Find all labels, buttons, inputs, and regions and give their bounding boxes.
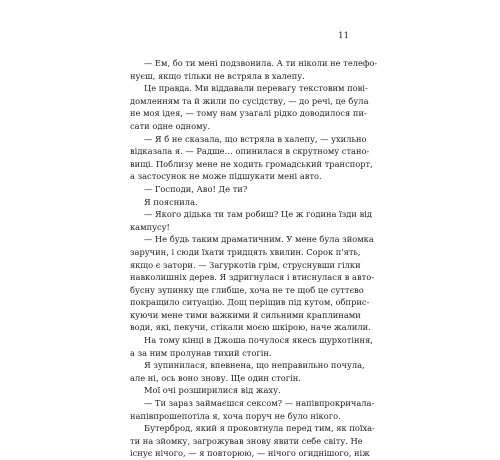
text-line: кампусу!: [130, 221, 170, 232]
text-line: Я зупинилася, впевнена, що неправильно почула,: [144, 360, 365, 371]
text-line: — Я б не сказала, що встряла в халепу, — ухильно: [144, 133, 367, 144]
text-line: Я пояснила.: [144, 196, 198, 207]
text-line: а за ним пролунав тихий стогін.: [130, 347, 272, 358]
text-line: Мої очі розширилися від жаху.: [144, 385, 281, 396]
text-line: Бутерброд, який я проковтнула перед тим, як поїха-: [144, 423, 375, 434]
text-line: покращило ситуацію. Дощ періщив під кутом, обприс-: [130, 297, 370, 308]
text-line: — Якого дідька ти там робиш? Це ж година їзди від: [144, 209, 373, 220]
text-line: На тому кінці в Джоша почулося якесь шурхотіння,: [144, 335, 373, 346]
text-line: якщо є затори. — Загуркотів грім, струснувши гілки: [130, 259, 361, 270]
text-line: навколишніх дерев. Я здригнулася і втиснулася в авто-: [130, 272, 375, 283]
text-line: існує нічого, — я повторюю, — нічого огиднішого, ніж: [130, 448, 370, 459]
text-line: відказала я. — Радше… опинилася в скрутному стано-: [130, 146, 370, 157]
text-line: води, які, пекучи, стікали моєю шкірою, наче жалили.: [130, 322, 371, 333]
text-line: — Господи, Аво! Де ти?: [144, 183, 248, 194]
text-line: не моя ідея, — тому нам узагалі рідко доводилося пи-: [130, 108, 367, 119]
text-line: Це правда. Ми віддавали перевагу текстовим пові-: [144, 83, 368, 94]
text-line: а застосунок не може підшукати мені авто.: [130, 171, 322, 182]
text-line: бусну зупинку ще глибше, хоча не те щоб це суттєво: [130, 284, 364, 295]
text-line: але ні, ось воно знову. Ще один стогін.: [130, 372, 301, 383]
text-line: сати одне одному.: [130, 120, 211, 131]
text-line: ти на зйомку, загрожував знову явити себе світу. Не: [130, 435, 363, 446]
body-text: [130, 57, 378, 460]
text-line: — Ти зараз займаєшся сексом? — напівпрокричала-: [144, 398, 375, 409]
text-line: домленням та й жили по сусідству, — до речі, це була: [130, 95, 369, 106]
text-line: вищі. Поблизу мене не ходить громадський транспорт,: [130, 158, 373, 169]
text-line: нуєш, якщо тільки не встряла в халепу.: [130, 70, 305, 81]
text-line: заручин, і сюди їхати тридцять хвилин. Сорок п'ять,: [130, 246, 361, 257]
page-number: 11: [338, 31, 349, 41]
text-line: — Ем, бо ти мені подзвонила. А ти ніколи не телефо-: [144, 58, 378, 68]
text-line: куючи мене тими важкими й сильними краплинами: [130, 309, 361, 320]
text-line: напівпрошепотіла я, хоча поруч не було нікого.: [130, 410, 341, 421]
text-line: — Не будь таким драматичним. У мене була зйомка: [144, 234, 374, 245]
